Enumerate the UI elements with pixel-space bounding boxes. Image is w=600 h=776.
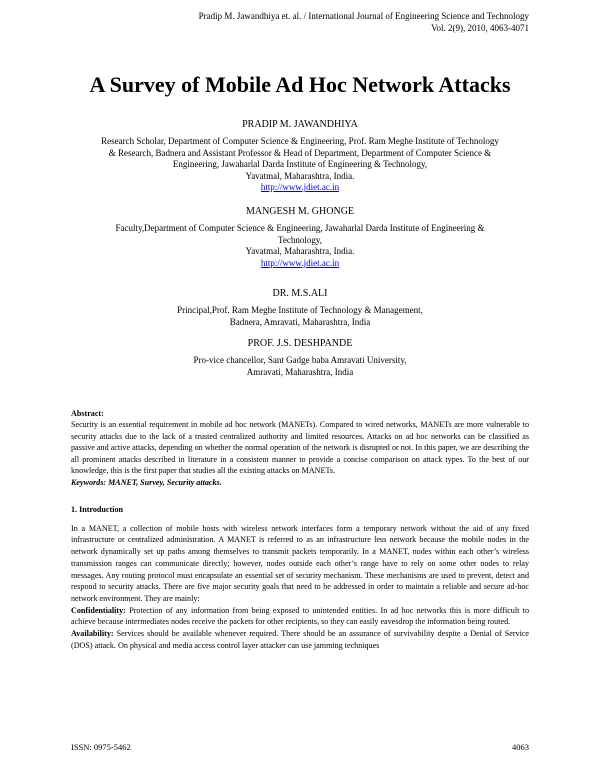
paper-title: A Survey of Mobile Ad Hoc Network Attacks (89, 72, 511, 97)
author-name: PRADIP M. JAWANDHIYA (242, 119, 358, 130)
header-volume: Vol. 2(9), 2010, 4063-4071 (431, 22, 529, 33)
author-website-link[interactable]: http://www.jdiet.ac.in (260, 182, 340, 193)
footer-page-number: 4063 (512, 742, 529, 752)
introduction-section (71, 504, 529, 651)
author-block-1 (60, 118, 540, 194)
affiliation-line: Pro-vice chancellor, Sant Gadge baba Amravati University, (193, 355, 407, 365)
keywords: Keywords: MANET, Survey, Security attacks. (71, 478, 222, 488)
availability-text: Services should be available whenever required. There should be an assurance of survivability despite a Denial of Service (DOS) attack. On physical and media access control layer attacker can use jamming techniques (71, 629, 529, 650)
author-name: DR. M.S.ALI (272, 288, 328, 299)
affiliation-line: Yavatmal, Maharashtra, India. (245, 246, 355, 257)
affiliation-line: Yavatmal, Maharashtra, India. (245, 170, 355, 181)
header-citation: Pradip M. Jawandhiya et. al. / International Journal of Engineering Science and Technology (198, 11, 529, 21)
abstract (71, 408, 529, 489)
footer-issn: ISSN: 0975-5462 (71, 742, 131, 752)
author-block-3 (60, 287, 540, 328)
availability-paragraph (71, 628, 529, 651)
affiliation-line: Research Scholar, Department of Computer Science & Engineering, Prof. Ram Meghe Institute of Technology (101, 136, 499, 146)
availability-label: Availability: (71, 629, 114, 639)
author-block-4 (60, 337, 540, 378)
affiliation-line: Faculty,Department of Computer Science & Engineering, Jawaharlal Darda Institute of Engineering & (115, 223, 485, 233)
affiliation-line: Badnera, Amravati, Maharashtra, India (229, 316, 371, 327)
affiliation-line: Principal,Prof. Ram Meghe Institute of Technology & Management, (177, 305, 423, 315)
running-header (79, 11, 529, 34)
section-heading: 1. Introduction (71, 505, 124, 514)
affiliation-line: Technology, (277, 234, 323, 245)
affiliation-line: & Research, Badnera and Assistant Professor & Head of Department, Department of Computer Science & (108, 147, 492, 158)
abstract-text: Security is an essential requirement in mobile ad hoc network (MANETs). Compared to wired networks, MANETs are more vulnerable to security attacks due to the lack of a trusted centralized authority and limited resources. Attacks on ad hoc networks can be classified as passive and active attacks, depending on whether the normal operation of the network is disrupted or not. In this paper, we are describing the all prominent attacks described in literature in a consistent manner to provide a concise comparison on attack types. To the best of our knowledge, this is the first paper that studies all the existing attacks on MANETs. (71, 420, 529, 476)
author-block-2 (60, 205, 540, 269)
confidentiality-label: Confidentiality: (71, 605, 126, 615)
author-website-link[interactable]: http://www.jdiet.ac.in (260, 257, 340, 268)
affiliation-line: Amravati, Maharashtra, India (246, 366, 354, 377)
confidentiality-paragraph (71, 605, 529, 628)
abstract-heading: Abstract: (71, 409, 104, 418)
author-name: MANGESH M. GHONGE (245, 206, 355, 217)
intro-paragraph: In a MANET, a collection of mobile hosts with wireless network interfaces form a temporary network without the aid of any fixed infrastructure or centralized administration. A MANET is referred to as an infrastructure less network because the mobile nodes in the network dynamically set up paths among themselves to transmit packets temporarily. In a MANET, nodes within each other’s wireless transmission ranges can communicate directly; however, nodes outside each other’s range have to rely on some other nodes to relay messages. Any routing protocol must encapsulate an essential set of security mechanism. These mechanisms are used to prevent, detect and respond to security attacks. There are five major security goals that need to be addressed in order to maintain a reliable and secure ad-hoc network environment. They are mainly: (71, 523, 529, 603)
affiliation-line: Engineering, Jawaharlal Darda Institute of Engineering & Technology, (172, 159, 428, 170)
confidentiality-text: Protection of any information from being exposed to unintended entities. In ad hoc networks this is more difficult to achieve because intermediates nodes receive the packets for other recipients, so they can easily eavesdrop the information being routed. (71, 605, 529, 627)
author-name: PROF. J.S. DESHPANDE (247, 338, 353, 349)
